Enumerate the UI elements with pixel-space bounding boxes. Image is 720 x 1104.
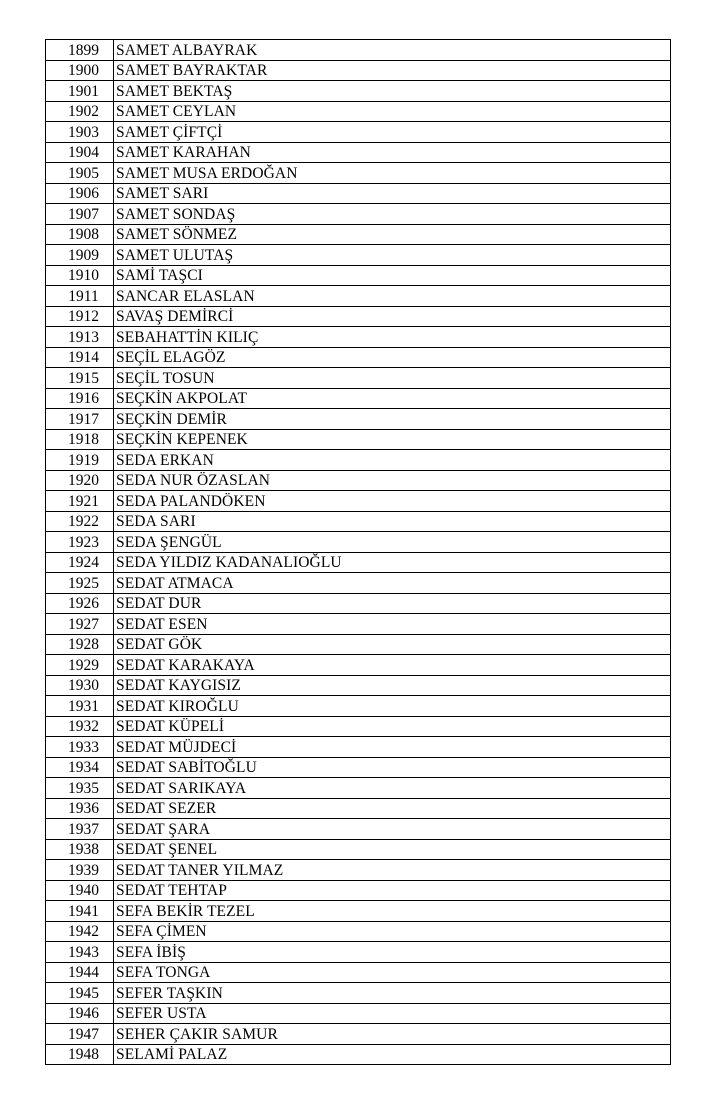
row-number: 1915: [46, 368, 114, 389]
table-row: [46, 757, 671, 778]
person-name: SAMET BAYRAKTAR: [114, 60, 671, 81]
row-number: 1941: [46, 901, 114, 922]
person-name: SEDA YILDIZ KADANALIOĞLU: [114, 552, 671, 573]
row-number: 1909: [46, 245, 114, 266]
person-name: SEÇKİN DEMİR: [114, 409, 671, 430]
person-name: SEDAT KAYGISIZ: [114, 675, 671, 696]
person-name: SEFER TAŞKIN: [114, 983, 671, 1004]
row-number: 1903: [46, 122, 114, 143]
table-row: [46, 306, 671, 327]
table-row: [46, 163, 671, 184]
table-row: [46, 224, 671, 245]
table-row: [46, 942, 671, 963]
table-row: [46, 142, 671, 163]
table-row: [46, 368, 671, 389]
person-name: SEÇKİN KEPENEK: [114, 429, 671, 450]
table-row: [46, 60, 671, 81]
table-row: [46, 573, 671, 594]
row-number: 1900: [46, 60, 114, 81]
table-row: [46, 183, 671, 204]
person-name: SEDA PALANDÖKEN: [114, 491, 671, 512]
person-name: SANCAR ELASLAN: [114, 286, 671, 307]
table-row: [46, 245, 671, 266]
row-number: 1932: [46, 716, 114, 737]
person-name: SEDAT GÖK: [114, 634, 671, 655]
person-name: SEDA ŞENGÜL: [114, 532, 671, 553]
table-row: [46, 655, 671, 676]
person-name: SAMET CEYLAN: [114, 101, 671, 122]
table-row: [46, 716, 671, 737]
table-row: [46, 696, 671, 717]
row-number: 1936: [46, 798, 114, 819]
row-number: 1940: [46, 880, 114, 901]
person-name: SELAMİ PALAZ: [114, 1044, 671, 1065]
person-name: SEDAT DUR: [114, 593, 671, 614]
table-row: [46, 286, 671, 307]
table-row: [46, 122, 671, 143]
name-list-body: [46, 40, 671, 1065]
person-name: SEDA SARI: [114, 511, 671, 532]
person-name: SEDAT KARAKAYA: [114, 655, 671, 676]
row-number: 1911: [46, 286, 114, 307]
person-name: SEDAT ESEN: [114, 614, 671, 635]
row-number: 1945: [46, 983, 114, 1004]
row-number: 1901: [46, 81, 114, 102]
row-number: 1920: [46, 470, 114, 491]
person-name: SAVAŞ DEMİRCİ: [114, 306, 671, 327]
person-name: SEFA TONGA: [114, 962, 671, 983]
person-name: SEDAT SEZER: [114, 798, 671, 819]
name-list-table: [45, 39, 671, 1065]
row-number: 1929: [46, 655, 114, 676]
person-name: SEDAT KIROĞLU: [114, 696, 671, 717]
table-row: [46, 962, 671, 983]
person-name: SAMET KARAHAN: [114, 142, 671, 163]
row-number: 1914: [46, 347, 114, 368]
row-number: 1927: [46, 614, 114, 635]
name-list-page: [45, 39, 671, 1065]
row-number: 1939: [46, 860, 114, 881]
row-number: 1922: [46, 511, 114, 532]
person-name: SEFA ÇİMEN: [114, 921, 671, 942]
table-row: [46, 819, 671, 840]
row-number: 1921: [46, 491, 114, 512]
person-name: SEDAT TEHTAP: [114, 880, 671, 901]
table-row: [46, 983, 671, 1004]
table-row: [46, 593, 671, 614]
person-name: SAMET ULUTAŞ: [114, 245, 671, 266]
person-name: SEDAT ŞARA: [114, 819, 671, 840]
person-name: SEDAT MÜJDECİ: [114, 737, 671, 758]
person-name: SEFA BEKİR TEZEL: [114, 901, 671, 922]
row-number: 1930: [46, 675, 114, 696]
person-name: SAMET BEKTAŞ: [114, 81, 671, 102]
row-number: 1917: [46, 409, 114, 430]
table-row: [46, 737, 671, 758]
person-name: SAMET SARI: [114, 183, 671, 204]
row-number: 1943: [46, 942, 114, 963]
person-name: SEFA İBİŞ: [114, 942, 671, 963]
table-row: [46, 347, 671, 368]
person-name: SEDA NUR ÖZASLAN: [114, 470, 671, 491]
table-row: [46, 429, 671, 450]
person-name: SAMET SÖNMEZ: [114, 224, 671, 245]
row-number: 1924: [46, 552, 114, 573]
row-number: 1937: [46, 819, 114, 840]
row-number: 1913: [46, 327, 114, 348]
row-number: 1899: [46, 40, 114, 61]
row-number: 1907: [46, 204, 114, 225]
person-name: SEBAHATTİN KILIÇ: [114, 327, 671, 348]
row-number: 1935: [46, 778, 114, 799]
table-row: [46, 552, 671, 573]
row-number: 1904: [46, 142, 114, 163]
row-number: 1910: [46, 265, 114, 286]
table-row: [46, 839, 671, 860]
table-row: [46, 1024, 671, 1045]
table-row: [46, 388, 671, 409]
table-row: [46, 204, 671, 225]
table-row: [46, 921, 671, 942]
person-name: SEDAT TANER YILMAZ: [114, 860, 671, 881]
person-name: SEDAT ATMACA: [114, 573, 671, 594]
table-row: [46, 798, 671, 819]
row-number: 1902: [46, 101, 114, 122]
person-name: SEDAT SABİTOĞLU: [114, 757, 671, 778]
table-row: [46, 470, 671, 491]
row-number: 1947: [46, 1024, 114, 1045]
table-row: [46, 860, 671, 881]
table-row: [46, 265, 671, 286]
table-row: [46, 409, 671, 430]
person-name: SAMET SONDAŞ: [114, 204, 671, 225]
person-name: SEÇİL TOSUN: [114, 368, 671, 389]
table-row: [46, 778, 671, 799]
table-row: [46, 1044, 671, 1065]
person-name: SEÇİL ELAGÖZ: [114, 347, 671, 368]
table-row: [46, 880, 671, 901]
table-row: [46, 327, 671, 348]
row-number: 1944: [46, 962, 114, 983]
table-row: [46, 511, 671, 532]
table-row: [46, 901, 671, 922]
person-name: SEDAT KÜPELİ: [114, 716, 671, 737]
person-name: SEDAT SARIKAYA: [114, 778, 671, 799]
table-row: [46, 101, 671, 122]
row-number: 1906: [46, 183, 114, 204]
table-row: [46, 532, 671, 553]
row-number: 1933: [46, 737, 114, 758]
row-number: 1926: [46, 593, 114, 614]
row-number: 1931: [46, 696, 114, 717]
person-name: SEDA ERKAN: [114, 450, 671, 471]
row-number: 1919: [46, 450, 114, 471]
person-name: SEHER ÇAKIR SAMUR: [114, 1024, 671, 1045]
row-number: 1912: [46, 306, 114, 327]
person-name: SAMET MUSA ERDOĞAN: [114, 163, 671, 184]
row-number: 1948: [46, 1044, 114, 1065]
table-row: [46, 614, 671, 635]
table-row: [46, 450, 671, 471]
person-name: SEFER USTA: [114, 1003, 671, 1024]
person-name: SAMET ALBAYRAK: [114, 40, 671, 61]
row-number: 1928: [46, 634, 114, 655]
row-number: 1946: [46, 1003, 114, 1024]
table-row: [46, 675, 671, 696]
person-name: SEDAT ŞENEL: [114, 839, 671, 860]
person-name: SAMİ TAŞCI: [114, 265, 671, 286]
row-number: 1942: [46, 921, 114, 942]
table-row: [46, 40, 671, 61]
person-name: SEÇKİN AKPOLAT: [114, 388, 671, 409]
row-number: 1938: [46, 839, 114, 860]
row-number: 1908: [46, 224, 114, 245]
row-number: 1918: [46, 429, 114, 450]
row-number: 1934: [46, 757, 114, 778]
table-row: [46, 81, 671, 102]
person-name: SAMET ÇİFTÇİ: [114, 122, 671, 143]
row-number: 1905: [46, 163, 114, 184]
row-number: 1925: [46, 573, 114, 594]
table-row: [46, 491, 671, 512]
table-row: [46, 634, 671, 655]
row-number: 1916: [46, 388, 114, 409]
table-row: [46, 1003, 671, 1024]
row-number: 1923: [46, 532, 114, 553]
